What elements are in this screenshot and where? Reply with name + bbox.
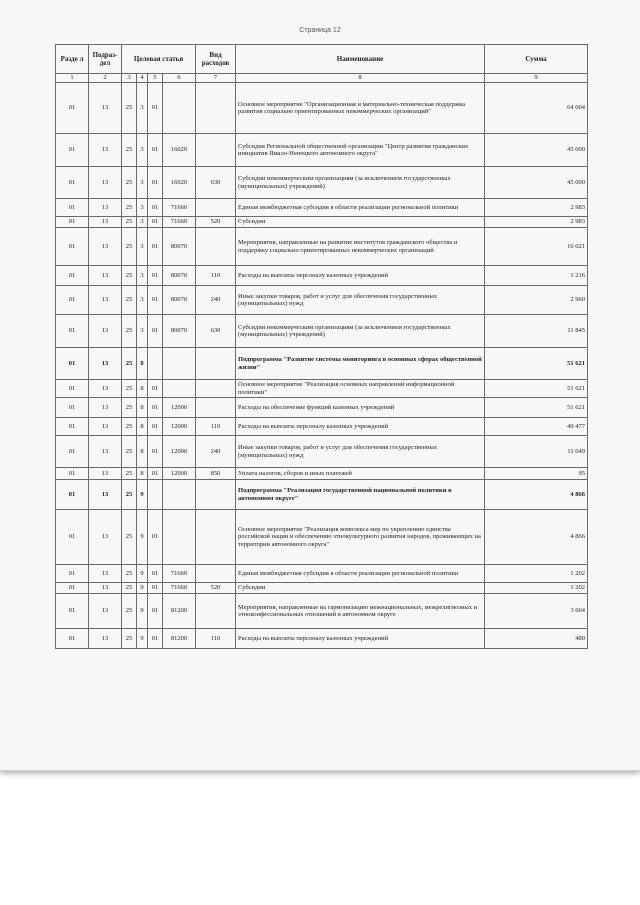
header-name: Наименование: [236, 45, 485, 74]
row-code-c3: 25: [122, 167, 137, 199]
row-code-c7: [196, 380, 236, 398]
row-code-c7: 240: [196, 436, 236, 468]
row-code-c5: 01: [148, 167, 163, 199]
row-name: Основное мероприятие "Реализация комплекса мер по укреплению единства российской нации и обеспечению этнокультурного развития народов, проживающих на территории автономного округа": [236, 510, 485, 565]
row-code-c3: 25: [122, 565, 137, 583]
row-code-c6: 80070: [163, 315, 196, 348]
row-code-c4: 3: [137, 167, 148, 199]
row-code-c1: 01: [56, 418, 89, 436]
row-code-c7: 110: [196, 629, 236, 649]
row-name: Уплата налогов, сборов и иных платежей: [236, 468, 485, 480]
row-code-c4: 8: [137, 348, 148, 380]
table-row: [56, 398, 588, 418]
header-sum: Сумма: [485, 45, 588, 74]
row-sum: 51 621: [485, 380, 588, 398]
row-code-c4: 9: [137, 594, 148, 629]
row-name: Субсидии некоммерческим организациям (за исключением государственных (муниципальных) учреждений): [236, 315, 485, 348]
row-code-c5: 01: [148, 266, 163, 286]
row-code-c5: 01: [148, 380, 163, 398]
row-code-c4: 3: [137, 228, 148, 266]
row-code-c7: 240: [196, 286, 236, 315]
row-code-c6: [163, 480, 196, 510]
row-code-c2: 13: [89, 199, 122, 217]
row-code-c4: 9: [137, 583, 148, 594]
row-code-c5: 01: [148, 134, 163, 167]
row-code-c2: 13: [89, 468, 122, 480]
row-code-c2: 13: [89, 398, 122, 418]
row-code-c3: 25: [122, 594, 137, 629]
header-target: Целевая статья: [122, 45, 196, 74]
row-code-c3: 25: [122, 228, 137, 266]
row-sum: 11 049: [485, 436, 588, 468]
row-code-c6: 80070: [163, 266, 196, 286]
row-code-c1: 01: [56, 583, 89, 594]
row-sum: 11 845: [485, 315, 588, 348]
row-code-c1: 01: [56, 217, 89, 228]
row-code-c6: 12000: [163, 468, 196, 480]
row-sum: 2 983: [485, 199, 588, 217]
row-code-c4: 9: [137, 629, 148, 649]
row-sum: 2 960: [485, 286, 588, 315]
row-code-c7: [196, 199, 236, 217]
column-number: 5: [148, 74, 163, 83]
header-expense-type: Вид расходов: [196, 45, 236, 74]
row-code-c6: 71660: [163, 583, 196, 594]
row-code-c4: 8: [137, 436, 148, 468]
row-code-c5: 01: [148, 286, 163, 315]
row-code-c5: 01: [148, 228, 163, 266]
row-code-c1: 01: [56, 167, 89, 199]
row-code-c6: 80070: [163, 286, 196, 315]
row-code-c4: 3: [137, 315, 148, 348]
row-code-c4: 9: [137, 480, 148, 510]
table-row: [56, 468, 588, 480]
row-code-c5: 01: [148, 398, 163, 418]
table-row: [56, 436, 588, 468]
row-code-c6: 81200: [163, 629, 196, 649]
row-sum: 4 866: [485, 480, 588, 510]
row-code-c6: [163, 83, 196, 134]
row-sum: 1 202: [485, 565, 588, 583]
row-name: Подпрограмма "Развитие системы мониторинга в основных сферах общественной жизни": [236, 348, 485, 380]
row-code-c5: 01: [148, 629, 163, 649]
row-code-c2: 13: [89, 315, 122, 348]
row-code-c4: 8: [137, 380, 148, 398]
row-code-c6: 12000: [163, 418, 196, 436]
row-code-c3: 25: [122, 468, 137, 480]
row-code-c6: [163, 348, 196, 380]
header-section: Разде л: [56, 45, 89, 74]
row-code-c4: 9: [137, 510, 148, 565]
row-code-c6: 12000: [163, 398, 196, 418]
row-code-c7: 110: [196, 418, 236, 436]
row-name: Расходы на выплаты персоналу казенных учреждений: [236, 418, 485, 436]
column-number: 2: [89, 74, 122, 83]
row-code-c5: 01: [148, 583, 163, 594]
row-code-c1: 01: [56, 286, 89, 315]
row-code-c1: 01: [56, 565, 89, 583]
column-number: 8: [236, 74, 485, 83]
row-code-c6: 71660: [163, 199, 196, 217]
table-row: [56, 266, 588, 286]
row-name: Иные закупки товаров, работ и услуг для обеспечения государственных (муниципальных) нужд: [236, 286, 485, 315]
table-row: [56, 199, 588, 217]
row-code-c2: 13: [89, 480, 122, 510]
row-code-c6: 12000: [163, 436, 196, 468]
row-code-c5: [148, 480, 163, 510]
row-sum: 95: [485, 468, 588, 480]
row-sum: 51 621: [485, 348, 588, 380]
row-code-c1: 01: [56, 510, 89, 565]
row-code-c5: 01: [148, 418, 163, 436]
row-name: Единая межбюджетная субсидия в области реализации региональной политики: [236, 565, 485, 583]
row-code-c3: 25: [122, 480, 137, 510]
header-subsection: Подраз- дел: [89, 45, 122, 74]
row-code-c2: 13: [89, 380, 122, 398]
row-code-c5: 01: [148, 468, 163, 480]
row-code-c5: [148, 348, 163, 380]
row-code-c4: 8: [137, 398, 148, 418]
row-sum: 16 021: [485, 228, 588, 266]
row-code-c2: 13: [89, 510, 122, 565]
row-code-c6: 81200: [163, 594, 196, 629]
row-name: Расходы на выплаты персоналу казенных учреждений: [236, 266, 485, 286]
row-code-c2: 13: [89, 629, 122, 649]
row-name: Иные закупки товаров, работ и услуг для обеспечения государственных (муниципальных) нужд: [236, 436, 485, 468]
row-code-c5: 01: [148, 436, 163, 468]
row-code-c7: 630: [196, 315, 236, 348]
row-code-c1: 01: [56, 134, 89, 167]
row-code-c1: 01: [56, 199, 89, 217]
row-code-c3: 25: [122, 348, 137, 380]
row-code-c5: 01: [148, 594, 163, 629]
row-sum: 3 664: [485, 594, 588, 629]
row-code-c5: 01: [148, 199, 163, 217]
row-code-c7: [196, 480, 236, 510]
row-code-c6: 71660: [163, 565, 196, 583]
row-code-c7: [196, 134, 236, 167]
table-row: [56, 380, 588, 398]
row-code-c4: 3: [137, 286, 148, 315]
row-sum: 1 216: [485, 266, 588, 286]
column-number: 4: [137, 74, 148, 83]
row-sum: 45 000: [485, 134, 588, 167]
row-code-c7: 630: [196, 167, 236, 199]
row-code-c3: 25: [122, 398, 137, 418]
table-row: [56, 228, 588, 266]
row-name: Субсидии некоммерческим организациям (за исключением государственных (муниципальных) учреждений): [236, 167, 485, 199]
row-name: Мероприятия, направленные на гармонизацию межнациональных, межрелигиозных и этноконфессиональных отношений в автономном округе: [236, 594, 485, 629]
row-code-c7: [196, 228, 236, 266]
table-row: [56, 167, 588, 199]
row-code-c6: 16020: [163, 134, 196, 167]
row-sum: 2 983: [485, 217, 588, 228]
column-number: 3: [122, 74, 137, 83]
row-code-c2: 13: [89, 594, 122, 629]
row-name: Основное мероприятие "Реализация основных направлений информационной политики": [236, 380, 485, 398]
row-name: Подпрограмма "Реализация государственной национальной политики в автономном округе": [236, 480, 485, 510]
table-row: [56, 629, 588, 649]
row-code-c1: 01: [56, 83, 89, 134]
row-code-c5: 01: [148, 217, 163, 228]
row-code-c5: 01: [148, 565, 163, 583]
row-code-c3: 25: [122, 629, 137, 649]
row-code-c6: 16020: [163, 167, 196, 199]
row-code-c5: 01: [148, 83, 163, 134]
table-row: [56, 83, 588, 134]
column-number: 6: [163, 74, 196, 83]
row-code-c7: [196, 594, 236, 629]
row-code-c5: 01: [148, 510, 163, 565]
row-sum: 64 004: [485, 83, 588, 134]
row-name: Мероприятия, направленные на развитие институтов гражданского общества и поддержку социально ориентированных некоммерческих организаций: [236, 228, 485, 266]
row-code-c2: 13: [89, 134, 122, 167]
row-code-c3: 25: [122, 266, 137, 286]
row-code-c2: 13: [89, 167, 122, 199]
row-code-c3: 25: [122, 510, 137, 565]
row-code-c3: 25: [122, 315, 137, 348]
row-code-c3: 25: [122, 380, 137, 398]
row-code-c2: 13: [89, 266, 122, 286]
table-row: [56, 217, 588, 228]
row-code-c7: 520: [196, 217, 236, 228]
row-name: Расходы на выплаты персоналу казенных учреждений: [236, 629, 485, 649]
row-code-c3: 25: [122, 134, 137, 167]
row-name: Субсидии: [236, 583, 485, 594]
table-row: [56, 348, 588, 380]
row-sum: 4 866: [485, 510, 588, 565]
row-code-c1: 01: [56, 380, 89, 398]
page-label: Страница 12: [299, 27, 341, 34]
row-code-c4: 3: [137, 134, 148, 167]
table-row: [56, 510, 588, 565]
row-code-c4: 3: [137, 266, 148, 286]
row-code-c4: 8: [137, 418, 148, 436]
column-number-row: [56, 74, 588, 83]
row-code-c1: 01: [56, 315, 89, 348]
row-code-c7: [196, 348, 236, 380]
row-code-c3: 25: [122, 436, 137, 468]
row-name: Субсидия Региональной общественной организации "Центр развития гражданских инициатив Ямало-Ненецкого автономного округа": [236, 134, 485, 167]
table-row: [56, 480, 588, 510]
row-code-c5: 01: [148, 315, 163, 348]
row-name: Расходы на обеспечение функций казенных учреждений: [236, 398, 485, 418]
row-code-c3: 25: [122, 286, 137, 315]
table-row: [56, 286, 588, 315]
column-number: 7: [196, 74, 236, 83]
table-row: [56, 565, 588, 583]
row-code-c7: [196, 510, 236, 565]
row-code-c3: 25: [122, 418, 137, 436]
row-code-c3: 25: [122, 199, 137, 217]
row-code-c1: 01: [56, 594, 89, 629]
row-name: Единая межбюджетная субсидия в области реализации региональной политики: [236, 199, 485, 217]
row-code-c2: 13: [89, 228, 122, 266]
row-sum: 480: [485, 629, 588, 649]
row-code-c3: 25: [122, 217, 137, 228]
row-code-c6: 80070: [163, 228, 196, 266]
row-code-c2: 13: [89, 286, 122, 315]
row-code-c7: 110: [196, 266, 236, 286]
row-code-c1: 01: [56, 398, 89, 418]
row-code-c1: 01: [56, 436, 89, 468]
row-code-c2: 13: [89, 583, 122, 594]
row-code-c1: 01: [56, 266, 89, 286]
row-code-c1: 01: [56, 348, 89, 380]
row-code-c1: 01: [56, 629, 89, 649]
table-row: [56, 134, 588, 167]
table-row: [56, 315, 588, 348]
row-sum: 51 621: [485, 398, 588, 418]
row-code-c1: 01: [56, 468, 89, 480]
row-code-c6: [163, 510, 196, 565]
table-row: [56, 594, 588, 629]
column-number: 1: [56, 74, 89, 83]
row-sum: 40 477: [485, 418, 588, 436]
table-row: [56, 583, 588, 594]
row-code-c2: 13: [89, 217, 122, 228]
row-code-c4: 3: [137, 217, 148, 228]
row-code-c2: 13: [89, 565, 122, 583]
row-code-c2: 13: [89, 348, 122, 380]
header-row: [56, 45, 588, 74]
row-code-c7: [196, 398, 236, 418]
row-code-c3: 25: [122, 583, 137, 594]
row-code-c6: 71660: [163, 217, 196, 228]
row-sum: 45 000: [485, 167, 588, 199]
row-code-c1: 01: [56, 480, 89, 510]
row-code-c1: 01: [56, 228, 89, 266]
row-code-c6: [163, 380, 196, 398]
table-row: [56, 418, 588, 436]
row-code-c4: 3: [137, 83, 148, 134]
row-name: Основное мероприятие "Организационная и материально-техническая поддержка развития социально ориентированных некоммерческих организаций": [236, 83, 485, 134]
row-code-c4: 3: [137, 199, 148, 217]
row-code-c4: 8: [137, 468, 148, 480]
row-name: Субсидии: [236, 217, 485, 228]
row-code-c2: 13: [89, 418, 122, 436]
row-code-c7: 520: [196, 583, 236, 594]
row-code-c2: 13: [89, 436, 122, 468]
table-body: [56, 83, 588, 649]
row-code-c2: 13: [89, 83, 122, 134]
row-code-c3: 25: [122, 83, 137, 134]
budget-table: [55, 44, 588, 649]
column-number: 9: [485, 74, 588, 83]
row-code-c4: 9: [137, 565, 148, 583]
row-code-c7: [196, 83, 236, 134]
row-sum: 1 202: [485, 583, 588, 594]
row-code-c7: [196, 565, 236, 583]
row-code-c7: 850: [196, 468, 236, 480]
